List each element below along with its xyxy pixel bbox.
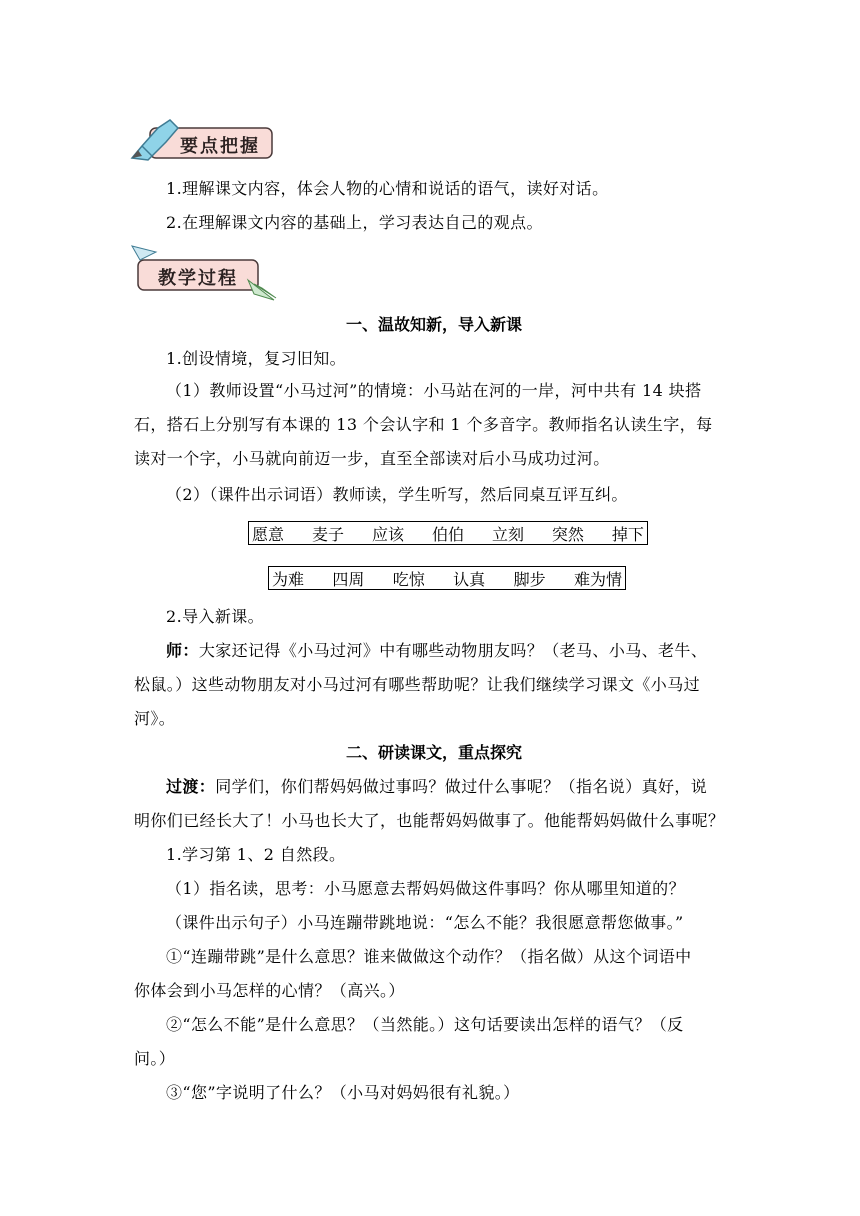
comment2-line1: ②“怎么不能”是什么意思？（当然能。）这句话要读出怎样的语气？（反 (166, 1015, 684, 1034)
word-box-row1 (248, 521, 648, 545)
word: 麦子 (311, 524, 344, 544)
teacher-line3: 河》。 (134, 709, 176, 728)
section2-item1: 1.学习第 1、2 自然段。 (166, 845, 346, 864)
key-points-badge (128, 118, 278, 164)
section1-para1-line1: （1）教师设置“小马过河”的情境：小马站在河的一岸，河中共有 14 块搭 (166, 381, 702, 400)
section1-para2: （2）（课件出示词语）教师读，学生听写，然后同桌互评互纠。 (166, 485, 628, 504)
teacher-line1 (134, 634, 734, 668)
word: 四周 (332, 569, 365, 589)
section2-title: 二、研读课文，重点探究 (345, 743, 522, 762)
word: 突然 (551, 524, 584, 544)
word: 伯伯 (431, 524, 464, 544)
section2-sentence: （课件出示句子）小马连蹦带跳地说：“怎么不能？我很愿意帮您做事。” (166, 913, 684, 932)
section2-q1: （1）指名读，思考：小马愿意去帮妈妈做这件事吗？你从哪里知道的？ (166, 879, 685, 898)
comment3: ③“您”字说明了什么？（小马对妈妈很有礼貌。） (166, 1083, 520, 1102)
comment1-line1: ①“连蹦带跳”是什么意思？谁来做做这个动作？（指名做）从这个词语中 (166, 947, 692, 966)
section1-para1-line3: 读对一个字，小马就向前迈一步，直至全部读对后小马成功过河。 (134, 449, 610, 468)
teacher-label: 师： (166, 641, 199, 660)
word: 愿意 (252, 524, 285, 544)
word-box-row2 (268, 566, 626, 590)
key-point-2: 2.在理解课文内容的基础上，学习表达自己的观点。 (166, 213, 543, 232)
teaching-process-badge-label: 教学过程 (158, 268, 238, 289)
word: 认真 (453, 569, 486, 589)
comment2-line2: 问。） (134, 1049, 176, 1068)
key-point-1: 1.理解课文内容，体会人物的心情和说话的语气，读好对话。 (166, 179, 609, 198)
word: 吃惊 (392, 569, 425, 589)
word: 应该 (371, 524, 404, 544)
section1-para1-line2: 石，搭石上分别写有本课的 13 个会认字和 1 个多音字。教师指名认读生字，每 (134, 415, 713, 434)
key-points-badge-label: 要点把握 (180, 136, 260, 157)
transition-text: 同学们，你们帮妈妈做过事吗？做过什么事呢？（指名说）真好，说 (215, 777, 708, 796)
word: 为难 (272, 569, 305, 589)
teacher-text: 大家还记得《小马过河》中有哪些动物朋友吗？（老马、小马、老牛、 (198, 641, 708, 660)
word: 立刻 (491, 524, 524, 544)
word: 脚步 (513, 569, 546, 589)
section1-item1: 1.创设情境，复习旧知。 (166, 349, 347, 368)
section1-title: 一、温故知新，导入新课 (345, 315, 522, 334)
transition-line1 (134, 770, 734, 804)
teaching-process-badge (128, 244, 278, 302)
transition-label: 过渡： (166, 777, 216, 796)
section1-item2: 2.导入新课。 (166, 607, 265, 626)
word: 难为情 (573, 569, 622, 589)
teacher-line2: 松鼠。）这些动物朋友对小马过河有哪些帮助呢？让我们继续学习课文《小马过 (134, 675, 701, 694)
transition-line2: 明你们已经长大了！小马也长大了，也能帮妈妈做事了。他能帮妈妈做什么事呢？ (134, 811, 725, 830)
word: 掉下 (611, 524, 644, 544)
comment1-line2: 你体会到小马怎样的心情？（高兴。） (134, 981, 405, 1000)
